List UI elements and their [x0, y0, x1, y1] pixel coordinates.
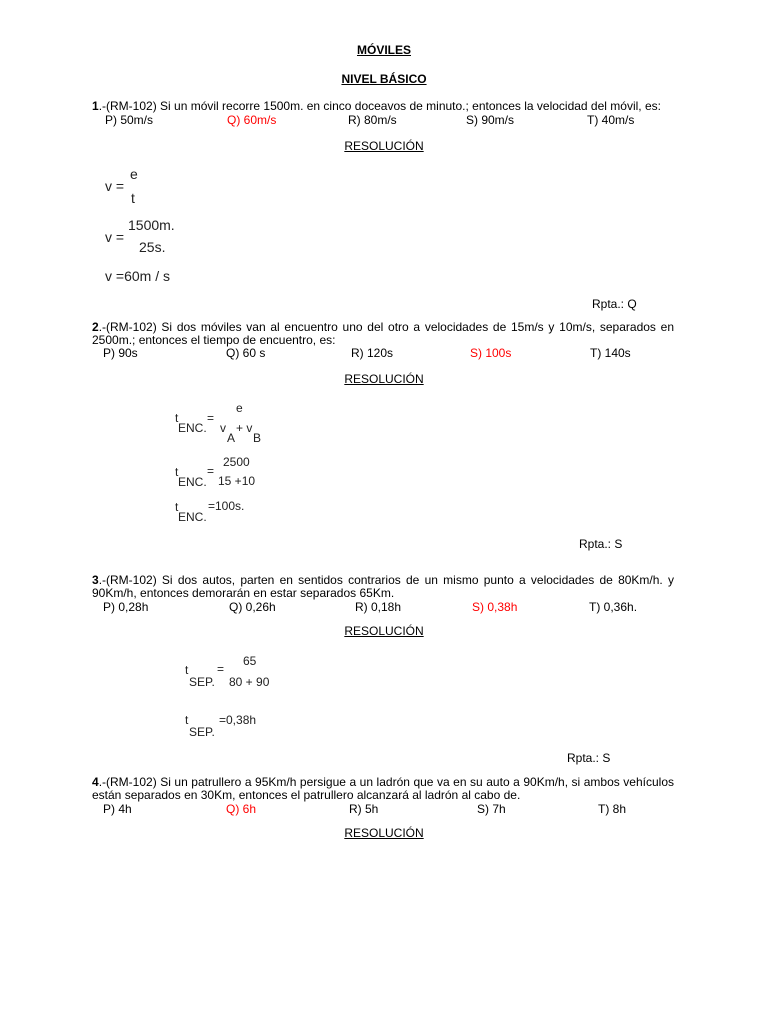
option-p: P) 0,28h — [103, 600, 149, 614]
answer-label: Rpta.: Q — [592, 297, 637, 311]
option-p: P) 50m/s — [105, 113, 154, 127]
formula-numerator: e — [130, 166, 138, 182]
option-t: T) 8h — [598, 802, 627, 816]
formula-text: = — [217, 662, 225, 676]
formula-denominator: 15 +10 — [218, 474, 256, 488]
question-3 — [92, 574, 674, 600]
question-number: 4 — [92, 775, 99, 789]
formula-numerator: 2500 — [223, 455, 250, 469]
option-t: T) 140s — [590, 346, 631, 360]
formula-text: t — [175, 465, 179, 479]
option-q: Q) 60m/s — [227, 113, 277, 127]
question-4 — [92, 776, 674, 802]
formula-text: v — [220, 421, 226, 435]
formula-numerator: 1500m. — [128, 217, 175, 233]
option-t: T) 40m/s — [587, 113, 635, 127]
question-text: .-(RM-102) Si un patrullero a 95Km/h persigue a un ladrón que va en su auto a 90Km/h, si ambos vehículos están separados en 30Km, entonces el patrullero alcanzará al ladrón al cabo de. — [92, 775, 674, 802]
formula-text: t — [175, 500, 179, 514]
page-title: MÓVILES — [356, 43, 411, 57]
question-text: .-(RM-102) Si un móvil recorre 1500m. en cinco doceavos de minuto.; entonces la velocidad del móvil, es: — [98, 99, 661, 113]
option-s: S) 100s — [470, 346, 512, 360]
formula-result: =0,38h — [219, 713, 257, 727]
formula-subscript: B — [253, 431, 262, 445]
option-q: Q) 60 s — [226, 346, 266, 360]
resolution-heading: RESOLUCIÓN — [344, 372, 424, 386]
answer-label: Rpta.: S — [579, 537, 623, 551]
option-p: P) 4h — [103, 802, 132, 816]
formula-text: v = — [105, 178, 125, 194]
option-r: R) 0,18h — [355, 600, 402, 614]
formula-text: + v — [236, 421, 253, 435]
formula-subscript: ENC. — [178, 421, 207, 435]
formula-numerator: 65 — [243, 654, 257, 668]
resolution-heading: RESOLUCIÓN — [344, 139, 424, 153]
formula-subscript: SEP. — [189, 725, 215, 739]
formula-text: v = — [105, 229, 125, 245]
formula-subscript: A — [227, 431, 236, 445]
formula-result: =100s. — [208, 499, 245, 513]
option-r: R) 120s — [351, 346, 394, 360]
formula-subscript: ENC. — [178, 510, 207, 524]
formula-subscript: ENC. — [178, 475, 207, 489]
answer-label: Rpta.: S — [567, 751, 611, 765]
formula-numerator: e — [236, 401, 243, 415]
option-s: S) 0,38h — [472, 600, 518, 614]
formula-text: = — [207, 411, 215, 425]
formula-denominator: 80 + 90 — [229, 675, 270, 689]
option-s: S) 7h — [477, 802, 506, 816]
formula-subscript: SEP. — [189, 675, 215, 689]
question-number: 1 — [92, 99, 99, 113]
question-number: 3 — [92, 573, 99, 587]
resolution-heading: RESOLUCIÓN — [344, 624, 424, 638]
option-r: R) 5h — [349, 802, 379, 816]
page-subtitle: NIVEL BÁSICO — [341, 72, 427, 86]
formula-text: t — [185, 663, 189, 677]
option-q: Q) 0,26h — [229, 600, 276, 614]
option-q: Q) 6h — [226, 802, 257, 816]
option-r: R) 80m/s — [348, 113, 397, 127]
resolution-heading: RESOLUCIÓN — [344, 826, 424, 840]
formula-denominator: 25s. — [139, 239, 166, 255]
question-text: .-(RM-102) Si dos móviles van al encuentro uno del otro a velocidades de 15m/s y 10m/s, separados en 2500m.; entonces el tiempo de encuentro, es: — [92, 320, 674, 347]
formula-text: t — [175, 411, 179, 425]
formula-denominator: t — [131, 190, 135, 206]
question-1 — [92, 100, 674, 113]
formula-result: v =60m / s — [105, 268, 170, 284]
question-text: .-(RM-102) Si dos autos, parten en sentidos contrarios de un mismo punto a velocidades de 80Km/h. y 90Km/h, entonces demorarán en estar separados 65Km. — [92, 573, 674, 600]
option-t: T) 0,36h. — [589, 600, 638, 614]
formula-text: = — [207, 464, 215, 478]
option-p: P) 90s — [103, 346, 138, 360]
option-s: S) 90m/s — [466, 113, 515, 127]
formula-text: t — [185, 713, 189, 727]
question-2 — [92, 321, 674, 347]
question-number: 2 — [92, 320, 99, 334]
